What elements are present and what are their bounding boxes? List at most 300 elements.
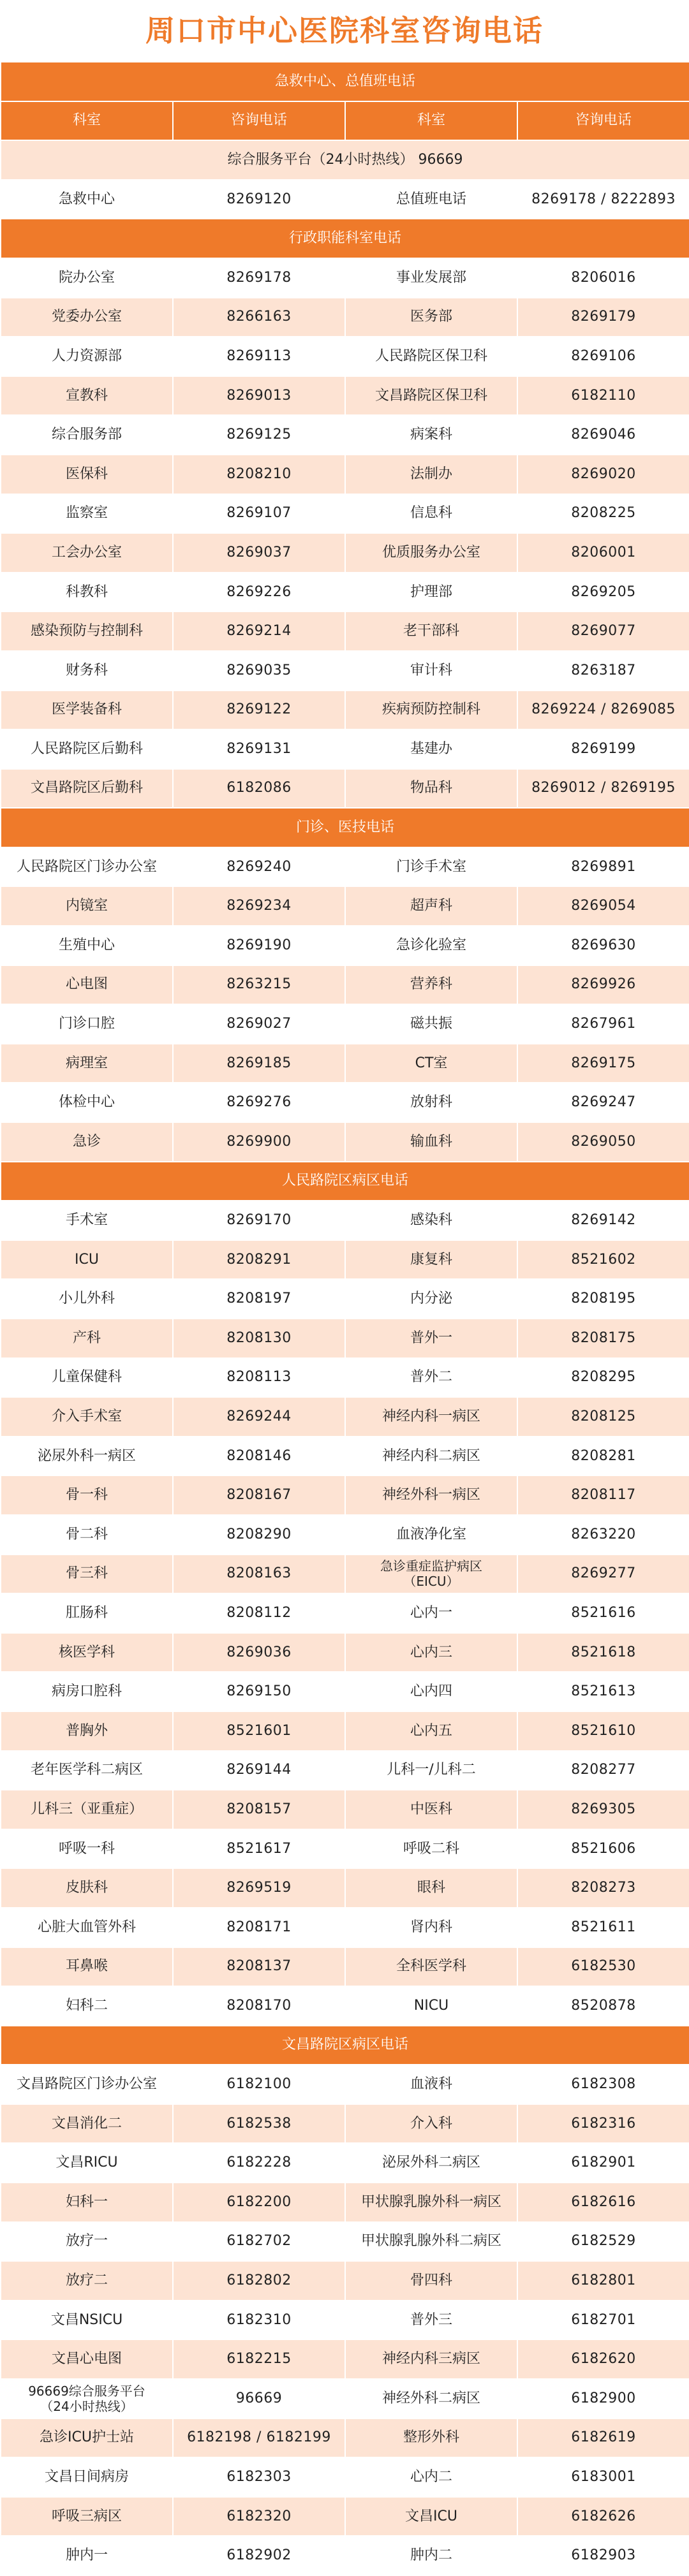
department-name: 急诊ICU护士站 [1, 2419, 173, 2458]
table-row [1, 1358, 689, 1398]
phone-number: 8269106 [517, 337, 689, 376]
department-name: 放射科 [345, 1083, 517, 1122]
phone-number: 8269178 / 8222893 [517, 180, 689, 219]
department-name: 护理部 [345, 573, 517, 612]
department-name: 生殖中心 [1, 926, 173, 965]
section-title: 行政职能科室电话 [1, 219, 689, 258]
department-name: 急诊化验室 [345, 926, 517, 965]
phone-number: 96669 [173, 2379, 345, 2419]
department-name: 放疗一 [1, 2222, 173, 2262]
phone-number: 8521617 [173, 1829, 345, 1869]
phone-number: 8269244 [173, 1397, 345, 1437]
phone-number: 8269037 [173, 533, 345, 573]
department-name: 监察室 [1, 494, 173, 534]
department-name: 肛肠科 [1, 1593, 173, 1633]
phone-number: 8208225 [517, 494, 689, 534]
department-name: 泌尿外科一病区 [1, 1437, 173, 1476]
department-name: 文昌RICU [1, 2143, 173, 2183]
department-name: 血液净化室 [345, 1515, 517, 1555]
phone-number: 8269900 [173, 1122, 345, 1162]
table-row [1, 611, 689, 651]
department-name: 输血科 [345, 1122, 517, 1162]
table-row [1, 2419, 689, 2458]
section-header [1, 219, 689, 258]
phone-number: 8266163 [173, 298, 345, 337]
department-name: 疾病预防控制科 [345, 691, 517, 730]
department-name: 骨二科 [1, 1515, 173, 1555]
table-row [1, 1397, 689, 1437]
table-row [1, 1555, 689, 1594]
department-name: 文昌路院区后勤科 [1, 769, 173, 809]
table-row [1, 1083, 689, 1122]
department-name: 心内一 [345, 1593, 517, 1633]
phone-number: 8269012 / 8269195 [517, 769, 689, 809]
department-name: 文昌ICU [345, 2497, 517, 2536]
phone-number: 8269205 [517, 573, 689, 612]
department-name: 文昌心电图 [1, 2339, 173, 2379]
department-name: 人力资源部 [1, 337, 173, 376]
department-name: 骨三科 [1, 1555, 173, 1594]
department-name: 财务科 [1, 651, 173, 691]
table-row [1, 533, 689, 573]
table-row [1, 1593, 689, 1633]
department-name: 甲状腺乳腺外科一病区 [345, 2183, 517, 2222]
department-name: 感染科 [345, 1201, 517, 1240]
department-name: 血液科 [345, 2065, 517, 2104]
phone-number: 8269113 [173, 337, 345, 376]
phone-number: 8521611 [517, 1908, 689, 1947]
department-name: 儿童保健科 [1, 1358, 173, 1398]
phone-number: 8269926 [517, 965, 689, 1005]
department-name: 院办公室 [1, 258, 173, 298]
phone-number: 6182086 [173, 769, 345, 809]
table-row [1, 494, 689, 534]
table-row [1, 2065, 689, 2104]
phone-number: 6182903 [517, 2536, 689, 2575]
table-row [1, 1515, 689, 1555]
phone-number: 8269144 [173, 1751, 345, 1790]
department-name: 党委办公室 [1, 298, 173, 337]
table-row [1, 691, 689, 730]
department-name: 普外二 [345, 1358, 517, 1398]
phone-number: 8208157 [173, 1790, 345, 1829]
phone-number: 6182100 [173, 2065, 345, 2104]
table-row [1, 1201, 689, 1240]
phone-number: 6182308 [517, 2065, 689, 2104]
phone-number: 8521601 [173, 1711, 345, 1751]
department-name: 老年医学科二病区 [1, 1751, 173, 1790]
phone-number: 6182902 [173, 2536, 345, 2575]
table-row [1, 573, 689, 612]
department-name: 审计科 [345, 651, 517, 691]
department-name: 老干部科 [345, 611, 517, 651]
phone-number: 8263187 [517, 651, 689, 691]
phone-number: 8208291 [173, 1240, 345, 1280]
department-name: 介入手术室 [1, 1397, 173, 1437]
table-row [1, 1672, 689, 1711]
section-title: 文昌路院区病区电话 [1, 2026, 689, 2065]
phone-number: 8521602 [517, 1240, 689, 1280]
phone-number: 6182320 [173, 2497, 345, 2536]
section-header [1, 2026, 689, 2065]
department-name: 手术室 [1, 1201, 173, 1240]
department-name: 肿内二 [345, 2536, 517, 2575]
table-row [1, 2379, 689, 2419]
phone-number: 8269125 [173, 415, 345, 455]
table-row [1, 376, 689, 416]
department-name: 全科医学科 [345, 1947, 517, 1987]
phone-number: 8208130 [173, 1319, 345, 1358]
phone-number: 8269240 [173, 847, 345, 887]
department-name: 神经内科三病区 [345, 2339, 517, 2379]
table-row [1, 965, 689, 1005]
table-row [1, 180, 689, 219]
phone-number: 6183001 [517, 2457, 689, 2497]
department-name: 骨一科 [1, 1475, 173, 1515]
table-row [1, 886, 689, 926]
phone-number: 8269305 [517, 1790, 689, 1829]
department-name: 感染预防与控制科 [1, 611, 173, 651]
department-name: 普外三 [345, 2301, 517, 2340]
table-row [1, 769, 689, 809]
phone-number: 8269190 [173, 926, 345, 965]
table-row [1, 2339, 689, 2379]
department-name: 医学装备科 [1, 691, 173, 730]
department-name: 心内二 [345, 2457, 517, 2497]
phone-number: 8208277 [517, 1751, 689, 1790]
phone-number: 6182616 [517, 2183, 689, 2222]
department-name: 心内五 [345, 1711, 517, 1751]
department-name: 信息科 [345, 494, 517, 534]
phone-number: 6182310 [173, 2301, 345, 2340]
phone-number: 8269247 [517, 1083, 689, 1122]
department-name: 医保科 [1, 455, 173, 494]
phone-number: 6182702 [173, 2222, 345, 2262]
department-name: 放疗二 [1, 2261, 173, 2301]
department-name: 营养科 [345, 965, 517, 1005]
phone-number: 8269226 [173, 573, 345, 612]
phone-number: 8269891 [517, 847, 689, 887]
department-name: 文昌消化二 [1, 2104, 173, 2144]
phone-number: 6182620 [517, 2339, 689, 2379]
phone-number: 8208290 [173, 1515, 345, 1555]
phone-number: 6182701 [517, 2301, 689, 2340]
column-header-phone: 咨询电话 [517, 101, 689, 141]
table-row [1, 1829, 689, 1869]
phone-number: 8206001 [517, 533, 689, 573]
phone-number: 8208137 [173, 1947, 345, 1987]
table-row [1, 455, 689, 494]
phone-number: 6182228 [173, 2143, 345, 2183]
phone-number: 6182529 [517, 2222, 689, 2262]
department-name: 皮肤科 [1, 1868, 173, 1908]
department-name: 磁共振 [345, 1004, 517, 1044]
table-row [1, 2457, 689, 2497]
phone-number: 8269142 [517, 1201, 689, 1240]
department-name: 文昌NSICU [1, 2301, 173, 2340]
page-title: 周口市中心医院科室咨询电话 [145, 13, 544, 48]
department-name: 急诊重症监护病区 （EICU） [345, 1555, 517, 1594]
department-name: 甲状腺乳腺外科二病区 [345, 2222, 517, 2262]
phone-number: 8208273 [517, 1868, 689, 1908]
phone-number: 8208163 [173, 1555, 345, 1594]
phone-number: 8269179 [517, 298, 689, 337]
section-header [1, 62, 689, 101]
department-name: 优质服务办公室 [345, 533, 517, 573]
phone-number: 8269234 [173, 886, 345, 926]
phone-number: 8269013 [173, 376, 345, 416]
department-name: 中医科 [345, 1790, 517, 1829]
phone-number: 6182530 [517, 1947, 689, 1987]
department-name: 病理室 [1, 1044, 173, 1083]
phone-number: 8269214 [173, 611, 345, 651]
phone-number: 8269050 [517, 1122, 689, 1162]
department-name: 肾内科 [345, 1908, 517, 1947]
phone-number: 8269630 [517, 926, 689, 965]
department-name: 神经外科二病区 [345, 2379, 517, 2419]
department-name: 神经外科一病区 [345, 1475, 517, 1515]
department-name: 工会办公室 [1, 533, 173, 573]
phone-number: 6182802 [173, 2261, 345, 2301]
phone-number: 6182801 [517, 2261, 689, 2301]
phone-number: 8208167 [173, 1475, 345, 1515]
department-name: 小儿外科 [1, 1279, 173, 1319]
department-name: CT室 [345, 1044, 517, 1083]
phone-number: 8208195 [517, 1279, 689, 1319]
table-row [1, 2183, 689, 2222]
phone-number: 8208112 [173, 1593, 345, 1633]
phone-number: 8269277 [517, 1555, 689, 1594]
phone-number: 8208295 [517, 1358, 689, 1398]
phone-number: 8208175 [517, 1319, 689, 1358]
department-name: 科教科 [1, 573, 173, 612]
department-name: 事业发展部 [345, 258, 517, 298]
phone-number: 8521618 [517, 1633, 689, 1672]
column-header-department: 科室 [1, 101, 173, 141]
table-row [1, 1711, 689, 1751]
column-header-department: 科室 [345, 101, 517, 141]
phone-number: 8269020 [517, 455, 689, 494]
phone-number: 6182198 / 6182199 [173, 2419, 345, 2458]
department-name: 肿内一 [1, 2536, 173, 2575]
phone-number: 8269150 [173, 1672, 345, 1711]
table-row [1, 651, 689, 691]
phone-number: 8263220 [517, 1515, 689, 1555]
table-row [1, 2261, 689, 2301]
phone-number: 8521606 [517, 1829, 689, 1869]
phone-number: 8269170 [173, 1201, 345, 1240]
table-row [1, 926, 689, 965]
phone-number: 8521610 [517, 1711, 689, 1751]
section-title: 急救中心、总值班电话 [1, 62, 689, 101]
phone-number: 6182316 [517, 2104, 689, 2144]
table-row [1, 1044, 689, 1083]
phone-number: 8208210 [173, 455, 345, 494]
phone-number: 8208171 [173, 1908, 345, 1947]
table-row [1, 2497, 689, 2536]
department-name: 综合服务部 [1, 415, 173, 455]
phone-number: 8269035 [173, 651, 345, 691]
table-row [1, 1437, 689, 1476]
phone-number: 8208170 [173, 1986, 345, 2026]
table-row [1, 1986, 689, 2026]
phone-number: 8269131 [173, 729, 345, 769]
department-name: 呼吸三病区 [1, 2497, 173, 2536]
phone-number: 8208125 [517, 1397, 689, 1437]
department-name: 骨四科 [345, 2261, 517, 2301]
table-row [1, 2104, 689, 2144]
department-name: 儿科三（亚重症） [1, 1790, 173, 1829]
table-row [1, 2301, 689, 2340]
phone-number: 8269178 [173, 258, 345, 298]
department-name: 总值班电话 [345, 180, 517, 219]
phone-number: 8208113 [173, 1358, 345, 1398]
column-header-row [1, 101, 689, 141]
phone-number: 8269224 / 8269085 [517, 691, 689, 730]
table-row [1, 1908, 689, 1947]
department-name: 人民路院区后勤科 [1, 729, 173, 769]
department-name: 普外一 [345, 1319, 517, 1358]
section-header [1, 1162, 689, 1201]
department-name: 妇科一 [1, 2183, 173, 2222]
department-name: 急救中心 [1, 180, 173, 219]
department-name: 文昌路院区保卫科 [345, 376, 517, 416]
phone-number: 8269077 [517, 611, 689, 651]
department-name: 法制办 [345, 455, 517, 494]
phone-number: 8208197 [173, 1279, 345, 1319]
phone-number: 8269185 [173, 1044, 345, 1083]
department-name: 内分泌 [345, 1279, 517, 1319]
phone-number: 8269046 [517, 415, 689, 455]
department-name: 康复科 [345, 1240, 517, 1280]
department-name: 医务部 [345, 298, 517, 337]
department-name: 人民路院区门诊办公室 [1, 847, 173, 887]
department-name: 心内四 [345, 1672, 517, 1711]
department-name: 呼吸二科 [345, 1829, 517, 1869]
phone-number: 8208146 [173, 1437, 345, 1476]
phone-number: 8269107 [173, 494, 345, 534]
column-header-phone: 咨询电话 [173, 101, 345, 141]
department-name: 心脏大血管外科 [1, 1908, 173, 1947]
department-name: 儿科一/儿科二 [345, 1751, 517, 1790]
hotline-row [1, 140, 689, 180]
table-row [1, 1240, 689, 1280]
phone-number: 8208117 [517, 1475, 689, 1515]
table-row [1, 1004, 689, 1044]
phone-number: 8521616 [517, 1593, 689, 1633]
department-name: 超声科 [345, 886, 517, 926]
table-row [1, 2536, 689, 2575]
phone-number: 8267961 [517, 1004, 689, 1044]
department-name: 病案科 [345, 415, 517, 455]
phone-number: 6182626 [517, 2497, 689, 2536]
department-name: 泌尿外科二病区 [345, 2143, 517, 2183]
section-header [1, 808, 689, 847]
table-row [1, 1475, 689, 1515]
department-name: 体检中心 [1, 1083, 173, 1122]
phone-number: 8263215 [173, 965, 345, 1005]
department-name: 人民路院区保卫科 [345, 337, 517, 376]
phone-number: 8269276 [173, 1083, 345, 1122]
department-name: 妇科二 [1, 1986, 173, 2026]
phone-number: 8269120 [173, 180, 345, 219]
phone-number: 6182901 [517, 2143, 689, 2183]
phone-number: 8521613 [517, 1672, 689, 1711]
phone-number: 8269199 [517, 729, 689, 769]
department-name: 文昌日间病房 [1, 2457, 173, 2497]
department-name: 介入科 [345, 2104, 517, 2144]
department-name: 呼吸一科 [1, 1829, 173, 1869]
table-row [1, 729, 689, 769]
phone-number: 8269175 [517, 1044, 689, 1083]
department-name: NICU [345, 1986, 517, 2026]
department-name: 宣教科 [1, 376, 173, 416]
phone-number: 8269036 [173, 1633, 345, 1672]
table-row [1, 1279, 689, 1319]
phone-number: 8269122 [173, 691, 345, 730]
phone-number: 6182900 [517, 2379, 689, 2419]
phone-directory-table [0, 61, 689, 2576]
table-row [1, 1319, 689, 1358]
phone-number: 8269027 [173, 1004, 345, 1044]
department-name: 门诊手术室 [345, 847, 517, 887]
table-row [1, 1751, 689, 1790]
department-name: 产科 [1, 1319, 173, 1358]
department-name: ICU [1, 1240, 173, 1280]
table-row [1, 1790, 689, 1829]
table-row [1, 847, 689, 887]
department-name: 病房口腔科 [1, 1672, 173, 1711]
section-title: 门诊、医技电话 [1, 808, 689, 847]
phone-number: 8206016 [517, 258, 689, 298]
phone-number: 8269054 [517, 886, 689, 926]
table-row [1, 298, 689, 337]
department-name: 整形外科 [345, 2419, 517, 2458]
department-name: 心电图 [1, 965, 173, 1005]
table-row [1, 415, 689, 455]
department-name: 心内三 [345, 1633, 517, 1672]
phone-number: 6182619 [517, 2419, 689, 2458]
table-row [1, 258, 689, 298]
department-name: 内镜室 [1, 886, 173, 926]
phone-number: 6182538 [173, 2104, 345, 2144]
department-name: 核医学科 [1, 1633, 173, 1672]
table-row [1, 2222, 689, 2262]
department-name: 96669综合服务平台 （24小时热线） [1, 2379, 173, 2419]
department-name: 急诊 [1, 1122, 173, 1162]
department-name: 神经内科二病区 [345, 1437, 517, 1476]
phone-number: 6182303 [173, 2457, 345, 2497]
table-row [1, 1122, 689, 1162]
phone-number: 8269519 [173, 1868, 345, 1908]
department-name: 物品科 [345, 769, 517, 809]
department-name: 耳鼻喉 [1, 1947, 173, 1987]
table-row [1, 337, 689, 376]
department-name: 普胸外 [1, 1711, 173, 1751]
phone-number: 6182215 [173, 2339, 345, 2379]
table-row [1, 2143, 689, 2183]
phone-number: 6182200 [173, 2183, 345, 2222]
table-row [1, 1633, 689, 1672]
hotline-text: 综合服务平台（24小时热线） 96669 [1, 140, 689, 180]
department-name: 眼科 [345, 1868, 517, 1908]
section-title: 人民路院区病区电话 [1, 1162, 689, 1201]
phone-number: 6182110 [517, 376, 689, 416]
table-row [1, 1947, 689, 1987]
table-row [1, 1868, 689, 1908]
department-name: 门诊口腔 [1, 1004, 173, 1044]
department-name: 神经内科一病区 [345, 1397, 517, 1437]
